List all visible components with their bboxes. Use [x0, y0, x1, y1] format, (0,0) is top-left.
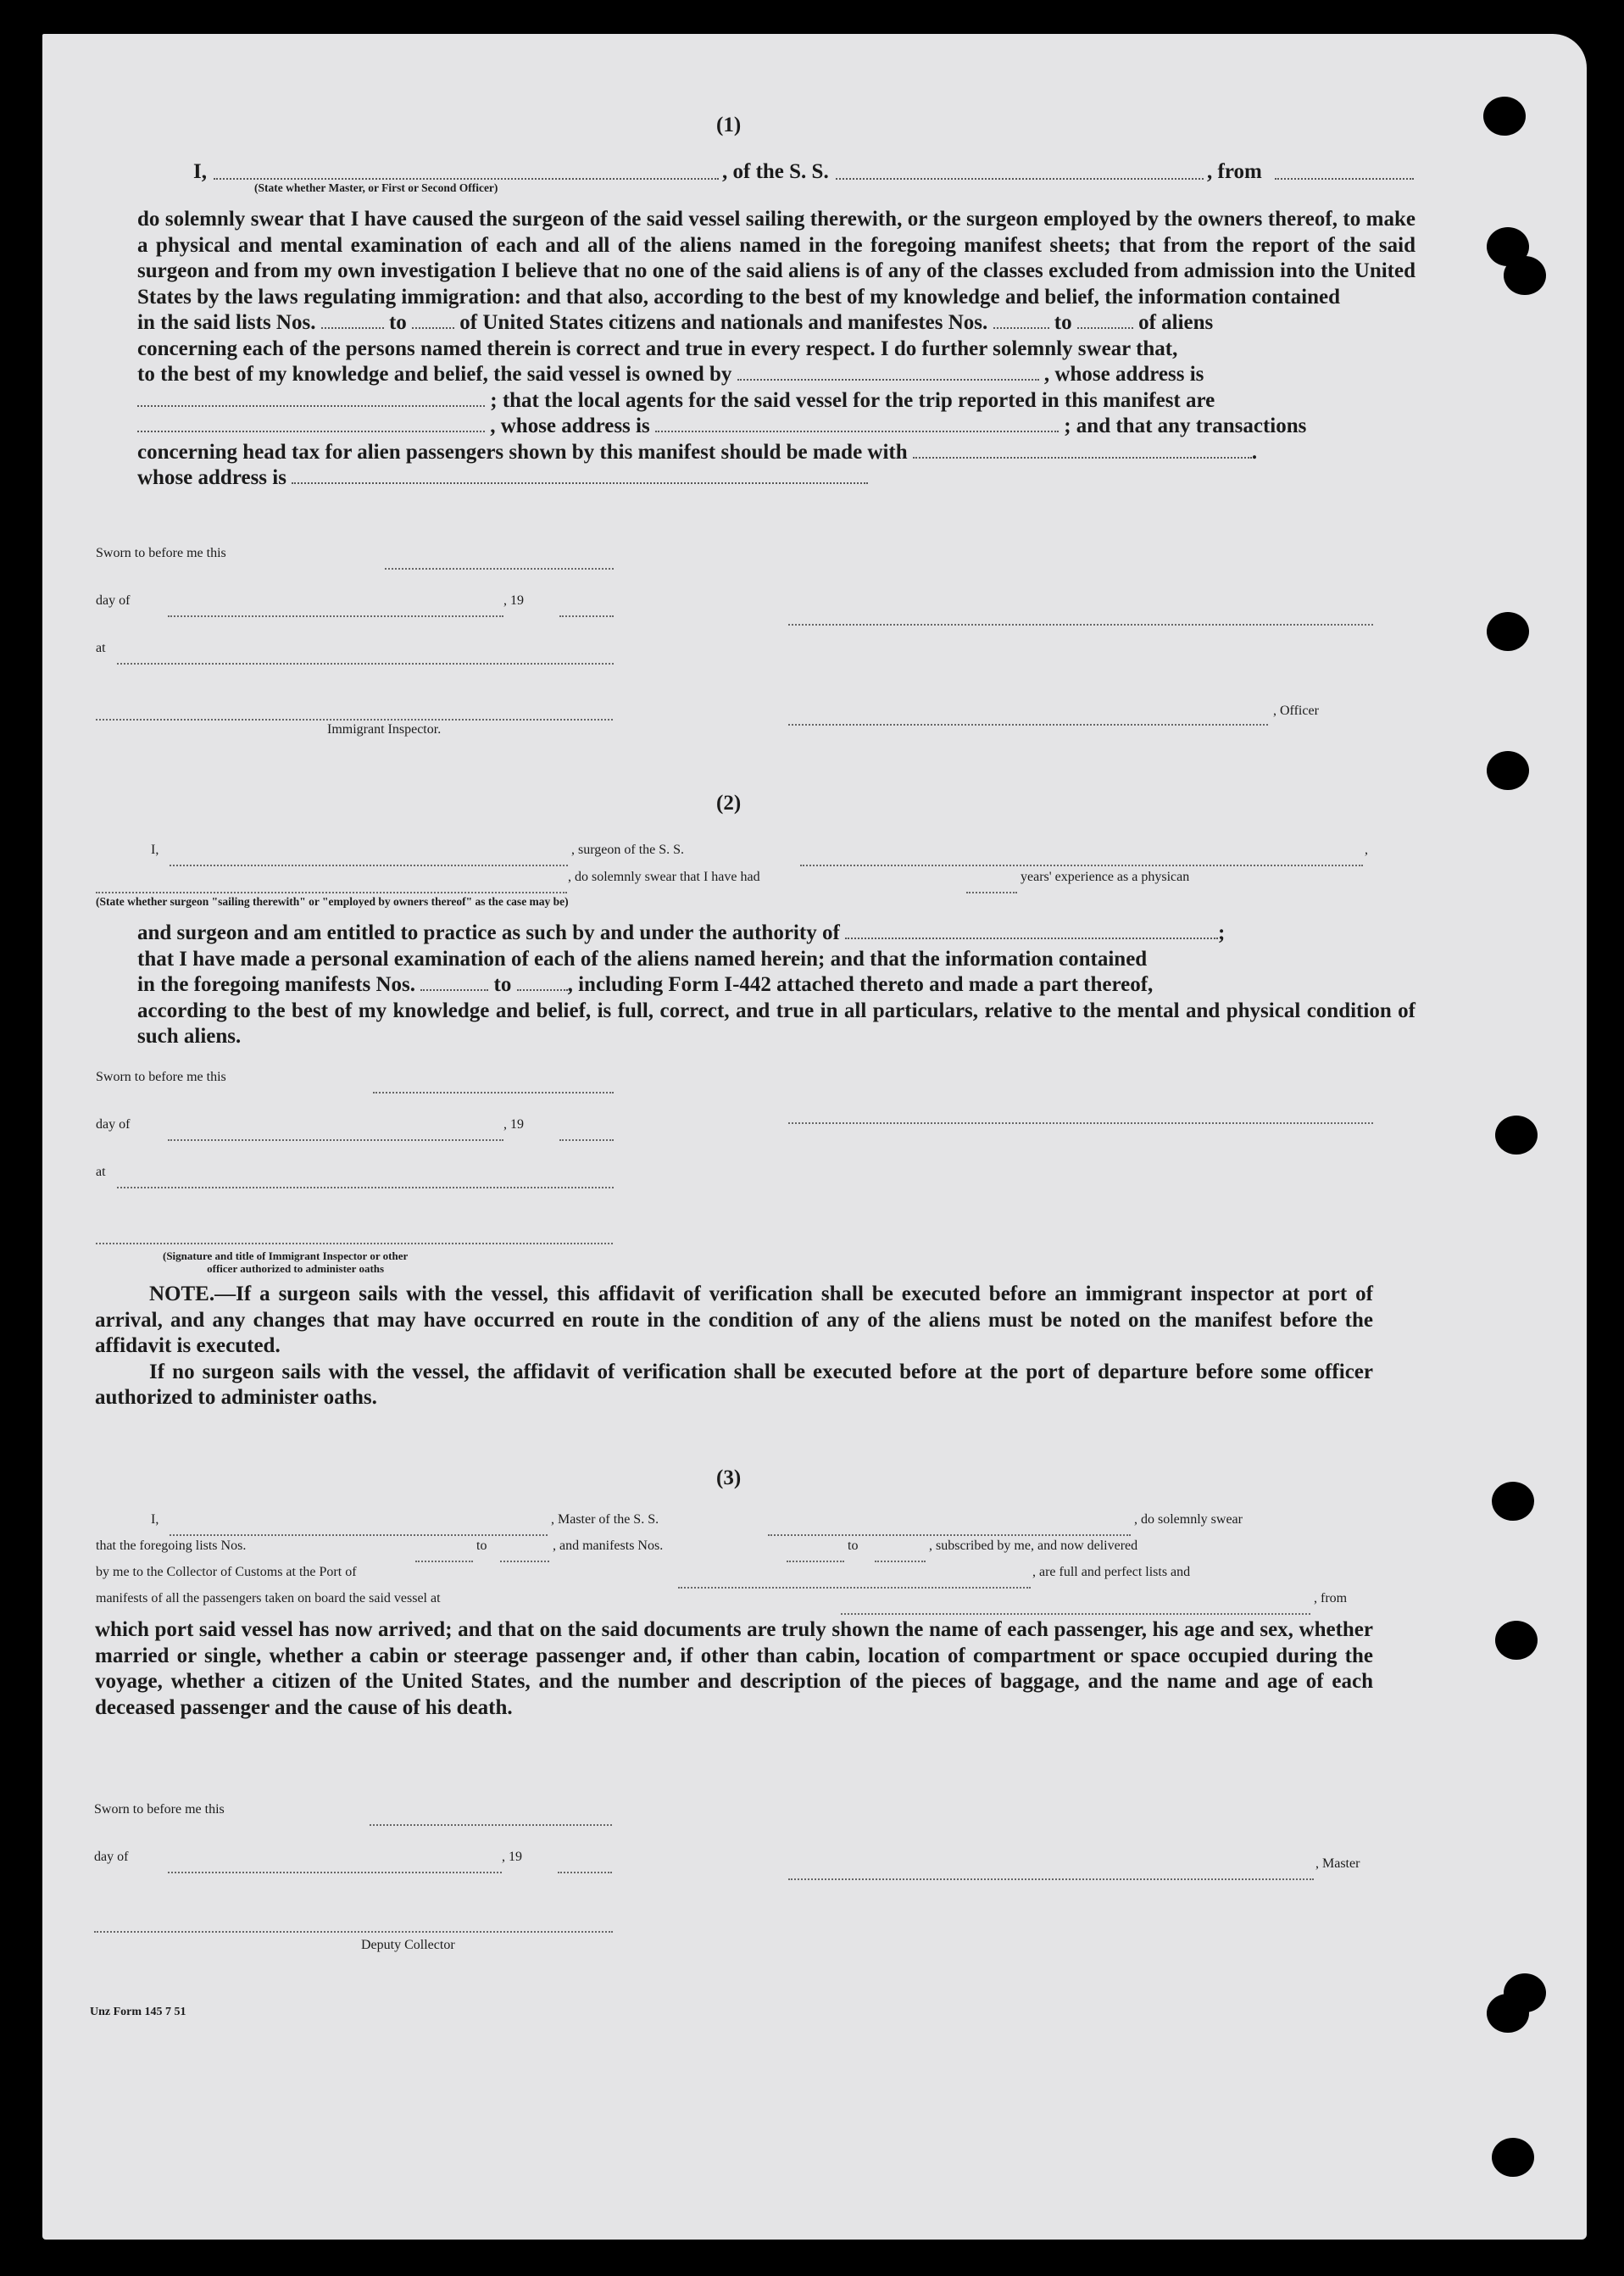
s1-body-g: concerning head tax for alien passengers shown by this manifest should be made with . — [137, 440, 1258, 464]
from-port-field[interactable] — [1275, 176, 1414, 180]
s3-manifests-to-field[interactable] — [875, 1559, 926, 1562]
s1-aliens-label: of aliens — [1138, 311, 1214, 334]
s2-surgeon-hint: (State whether surgeon "sailing therewith" or "employed by owners thereof" as the case may be) — [96, 895, 569, 908]
s3-lists-from-field[interactable] — [415, 1559, 473, 1562]
s3-i-label: I, — [151, 1512, 159, 1527]
years-experience-field[interactable] — [966, 890, 1017, 893]
s1-sworn-label: Sworn to before me this — [96, 546, 226, 560]
s2-body-c — [137, 972, 1415, 999]
s2-year-field[interactable] — [559, 1138, 614, 1141]
s1-from-label: , from — [1207, 160, 1262, 183]
s3-year-label: , 19 — [502, 1850, 522, 1864]
s1-agent-address-label: , whose address is — [490, 415, 650, 437]
s3-lists-to-field[interactable] — [500, 1559, 549, 1562]
owner-address-field[interactable] — [137, 388, 485, 407]
s1-body-b — [137, 310, 1415, 337]
section-1-number: (1) — [716, 114, 742, 136]
form-sheet: (1) I, , of the S. S. , from (State whether Master, or First or Second Officer) do solemnly swear that I have caused the surgeon of the said vessel sailing therewith, or the surgeon employed by the owners thereof, to make a physical and mental examination of each and all of the aliens named in the foregoing manifest sheets; that from the report of the said surgeon and from my own investigation I believe that no one of the said aliens is of any of the classes excluded from admission into the United States by the laws regulating immigration: and that also, according to the best of my knowledge and belief, the information contained in the said lists Nos. to of United States citizens and nationals and manifestes Nos. to of aliens concerning each of the persons named therein is correct and true in every respect. I do further solemnly swear that, to the best of my knowledge and belief, the said vessel is owned by , whose address is ; that the local agents for the said vessel for the trip reported in this manifest are , whose address is ; and that any transactions concerning head tax for alien passengers shown by this manifest should be made with . whose address is Sworn to before me this day of , 19 at , Officer Immigrant Inspector. (2) I, , surgeon of the S. S. , , do solemnly swear that I have had years' experience as a physican (State whether surgeon "sailing therewith" or "employed by owners thereof" as the case may be) and surgeon and am entitled to practice as such by and under the authority of ; that I have made a personal examination of each of the aliens named herein; and that the information contained in the foregoing manifests Nos. to , including Form I-442 attached thereto and made a part thereof, according to the best of my knowledge and belief, is full, correct, and true in all particulars, relative to the mental and physical condition of such aliens. Sworn to before me this day of , 19 at (Signature and title of Immigrant Inspector or other officer authorized to administer oaths NOTE.—If a surgeon sails with the vessel, this affidavit of verification shall be executed before an immigrant inspector at port of arrival, and any changes that may have occurred en route in the condition of any of the aliens must be noted on the manifest before the affidavit is executed. If no surgeon sails with the vessel, the affidavit of verification shall be executed before at the port of departure before some officer authorized to administer oaths. (3) I, , Master of the S. S. , do solemnly swear that the foregoing lists Nos. to , and manifests Nos. to , subscribed by me, and now delivered by me to the Collector of Customs at the Port of , are full and perfect lists and manifests of all the passengers taken on board the said vessel at , from which port said vessel has now arrived; and that on the said documents are truly shown the name of each passenger, his age and sex, whether married or single, whether a cabin or steerage passenger and, if other than cabin, location of compartment or space occupied during the voyage, whether a citizen of the United States, and the number and description of the pieces of baggage, and the name and age of each deceased passenger and the cause of his death. Sworn to before me this day of , 19 , Master Deputy Collector Unz Form 145 7 51 — [42, 34, 1587, 2240]
s1-officer-name-field[interactable] — [788, 722, 1268, 726]
s3-master-signature-field[interactable] — [788, 1877, 1314, 1880]
s3-master-signature-label: , Master — [1315, 1856, 1360, 1871]
punch-hole — [1487, 612, 1529, 651]
section-3-body — [95, 1617, 1373, 1721]
s3-sworn-label: Sworn to before me this — [94, 1802, 225, 1817]
s1-headtax-label: concerning head tax for alien passengers shown by this manifest should be made with — [137, 440, 908, 464]
s1-sworn-date-field[interactable] — [385, 566, 614, 570]
s3-boarded-label: manifests of all the passengers taken on board the said vessel at — [96, 1591, 441, 1605]
s2-swear-label: , do solemnly swear that I have had — [568, 870, 760, 884]
punch-hole — [1504, 1973, 1546, 2012]
s1-i-label: I, — [193, 160, 207, 183]
s1-officer-label: , Officer — [1273, 704, 1319, 718]
s2-manifests-label: in the foregoing manifests Nos. — [137, 973, 416, 996]
section-1 — [137, 159, 1415, 492]
s3-port-label: by me to the Collector of Customs at the Port of — [96, 1565, 357, 1579]
s2-manifests-to-field[interactable] — [517, 972, 568, 991]
form-number: Unz Form 145 7 51 — [90, 2006, 186, 2018]
s1-to-label-2: to — [1054, 311, 1072, 334]
punch-hole — [1492, 2138, 1534, 2177]
s2-sworn-label: Sworn to before me this — [96, 1070, 226, 1084]
s1-address-label: , whose address is — [1043, 363, 1204, 386]
s3-swear-label: , do solemnly swear — [1134, 1512, 1243, 1527]
s1-day-of-label: day of — [96, 593, 131, 608]
s1-inspector-signature-field[interactable] — [96, 717, 613, 721]
s3-vessel-field[interactable] — [768, 1533, 1131, 1536]
s1-year-label: , 19 — [503, 593, 524, 608]
s3-collector-label: Deputy Collector — [361, 1938, 455, 1952]
s1-manifests-label: of United States citizens and nationals and manifestes Nos. — [459, 311, 988, 334]
s3-sworn-date-field[interactable] — [370, 1822, 612, 1826]
s1-agents-label: ; that the local agents for the said vessel for the trip reported in this manifest are — [490, 388, 1215, 412]
lists-from-field[interactable] — [321, 310, 384, 329]
s1-body-e — [137, 388, 1415, 415]
s1-to-label: to — [388, 311, 407, 334]
punch-hole — [1495, 1621, 1538, 1660]
s1-officer-signature-field[interactable] — [788, 622, 1373, 626]
s2-form-label: , including Form I-442 attached thereto and made a part thereof, — [567, 973, 1154, 996]
headtax-contact-field[interactable] — [913, 440, 1252, 459]
punch-hole — [1483, 97, 1526, 136]
owner-field[interactable] — [737, 362, 1039, 381]
s2-sworn-date-field[interactable] — [373, 1090, 614, 1093]
s3-delivered-label: , subscribed by me, and now delivered — [929, 1539, 1138, 1553]
officer-name-field[interactable] — [214, 176, 719, 180]
section-3-number: (3) — [716, 1466, 742, 1489]
authority-field[interactable] — [845, 921, 1218, 939]
s1-inspector-label: Immigrant Inspector. — [327, 722, 442, 737]
s1-body-h — [137, 465, 1415, 492]
s1-body-c: concerning each of the persons named therein is correct and true in every respect. I do further solemnly swear that, — [137, 337, 1178, 360]
s3-year-field[interactable] — [558, 1870, 612, 1873]
vessel-name-field[interactable] — [836, 176, 1204, 180]
s2-body-d: according to the best of my knowledge and belief, is full, correct, and true in all particulars, relative to the mental and physical condition of such aliens. — [137, 999, 1415, 1048]
note-paragraph-2: If no surgeon sails with the vessel, the affidavit of verification shall be executed before at the port of departure before some officer authorized to administer oaths. — [95, 1360, 1373, 1409]
s2-signature-hint-1: (Signature and title of Immigrant Inspector or other — [163, 1249, 409, 1262]
s1-lists-label: in the said lists Nos. — [137, 311, 316, 334]
s1-day-field[interactable] — [168, 614, 503, 617]
note-paragraph-1: NOTE.—If a surgeon sails with the vessel, this affidavit of verification shall be executed before an immigrant inspector at port of arrival, and any changes that may have occurred en route in the condition of any of the aliens must be noted on the manifest before the affidavit is executed. — [95, 1283, 1373, 1357]
s3-day-field[interactable] — [168, 1870, 502, 1873]
master-name-field[interactable] — [170, 1533, 548, 1536]
s2-surgeon-signature-field[interactable] — [788, 1121, 1373, 1124]
s1-body-a: do solemnly swear that I have caused the surgeon of the said vessel sailing therewith, or the surgeon employed by the owners thereof, to make a physical and mental examination of each and all of the aliens named in the foregoing manifest sheets; that from the report of the said surgeon and from my own investigation I believe that no one of the said aliens is of any of the classes excluded from admission into the United States by the laws regulating immigration: and that also, according to the best of my knowledge and belief, the information contained — [137, 208, 1415, 309]
agent-address-field[interactable] — [655, 414, 1059, 432]
section-2-number: (2) — [716, 792, 742, 815]
s1-owned-by-label: to the best of my knowledge and belief, the said vessel is owned by — [137, 363, 732, 386]
s1-of-ss-label: , of the S. S. — [722, 160, 829, 183]
s1-year-field[interactable] — [559, 614, 614, 617]
s2-to-label: to — [493, 973, 512, 996]
manifests-to-field[interactable] — [1077, 310, 1133, 329]
s1-at-label: at — [96, 641, 106, 655]
s2-day-field[interactable] — [168, 1138, 503, 1141]
s2-body-b: that I have made a personal examination of each of the aliens named herein; and that the information contained — [137, 947, 1148, 971]
s3-day-of-label: day of — [94, 1850, 129, 1864]
s2-years-label: years' experience as a physican — [1021, 870, 1190, 884]
s1-contact-address-label: whose address is — [137, 466, 286, 489]
punch-hole — [1492, 1482, 1534, 1521]
s1-body-d — [137, 362, 1415, 388]
lists-to-field[interactable] — [412, 310, 454, 329]
s2-inspector-signature-field[interactable] — [96, 1241, 613, 1244]
s2-at-label: at — [96, 1165, 106, 1179]
s2-vessel-field[interactable] — [800, 863, 1363, 866]
s3-master-label: , Master of the S. S. — [551, 1512, 659, 1527]
s3-body: which port said vessel has now arrived; and that on the said documents are truly shown the name of each passenger, his age and sex, whether married or single, whether a cabin or steerage passenger and, if other than cabin, location of compartment or space occupied during the voyage, whether a citizen of the United States, and the number and description of the pieces of baggage, and the name and age of each deceased passenger and the cause of his death. — [95, 1618, 1373, 1719]
punch-hole — [1487, 751, 1529, 790]
s2-i-label: I, — [151, 843, 159, 857]
s1-body-f — [137, 414, 1415, 440]
s1-officer-hint: (State whether Master, or First or Second Officer) — [254, 181, 498, 194]
s3-to-label: to — [476, 1539, 487, 1553]
s3-to-label-2: to — [848, 1539, 859, 1553]
note-block — [95, 1282, 1373, 1411]
s2-surgeon-label: , surgeon of the S. S. — [571, 843, 685, 857]
s3-collector-signature-field[interactable] — [94, 1929, 613, 1933]
s3-lists-label: that the foregoing lists Nos. — [96, 1539, 247, 1553]
s2-day-of-label: day of — [96, 1117, 131, 1132]
s1-at-field[interactable] — [117, 661, 614, 665]
s3-manifests-from-field[interactable] — [787, 1559, 844, 1562]
s1-transactions-label: ; and that any transactions — [1064, 415, 1307, 437]
headtax-address-field[interactable] — [292, 465, 868, 484]
s2-signature-hint — [163, 1249, 408, 1275]
s3-boarding-port-field[interactable] — [841, 1611, 1310, 1615]
surgeon-name-field[interactable] — [170, 863, 568, 866]
s3-port-field[interactable] — [678, 1585, 1031, 1589]
manifests-from-field[interactable] — [993, 310, 1049, 329]
s3-lists-perfect-label: , are full and perfect lists and — [1032, 1565, 1191, 1579]
s2-manifests-from-field[interactable] — [420, 972, 488, 991]
punch-hole — [1504, 256, 1546, 295]
surgeon-status-field[interactable] — [96, 890, 567, 893]
s2-authority-label: and surgeon and am entitled to practice as such by and under the authority of — [137, 921, 840, 944]
agents-field[interactable] — [137, 414, 485, 432]
s3-from-label: , from — [1314, 1591, 1348, 1605]
s2-body-a: and surgeon and am entitled to practice as such by and under the authority of ; — [137, 921, 1226, 944]
s2-at-field[interactable] — [117, 1185, 614, 1188]
s2-year-label: , 19 — [503, 1117, 524, 1132]
s2-signature-hint-2: officer authorized to administer oaths — [207, 1262, 385, 1275]
punch-hole — [1495, 1116, 1538, 1155]
section-2-body — [137, 921, 1415, 1050]
s3-manifests-label: , and manifests Nos. — [553, 1539, 664, 1553]
